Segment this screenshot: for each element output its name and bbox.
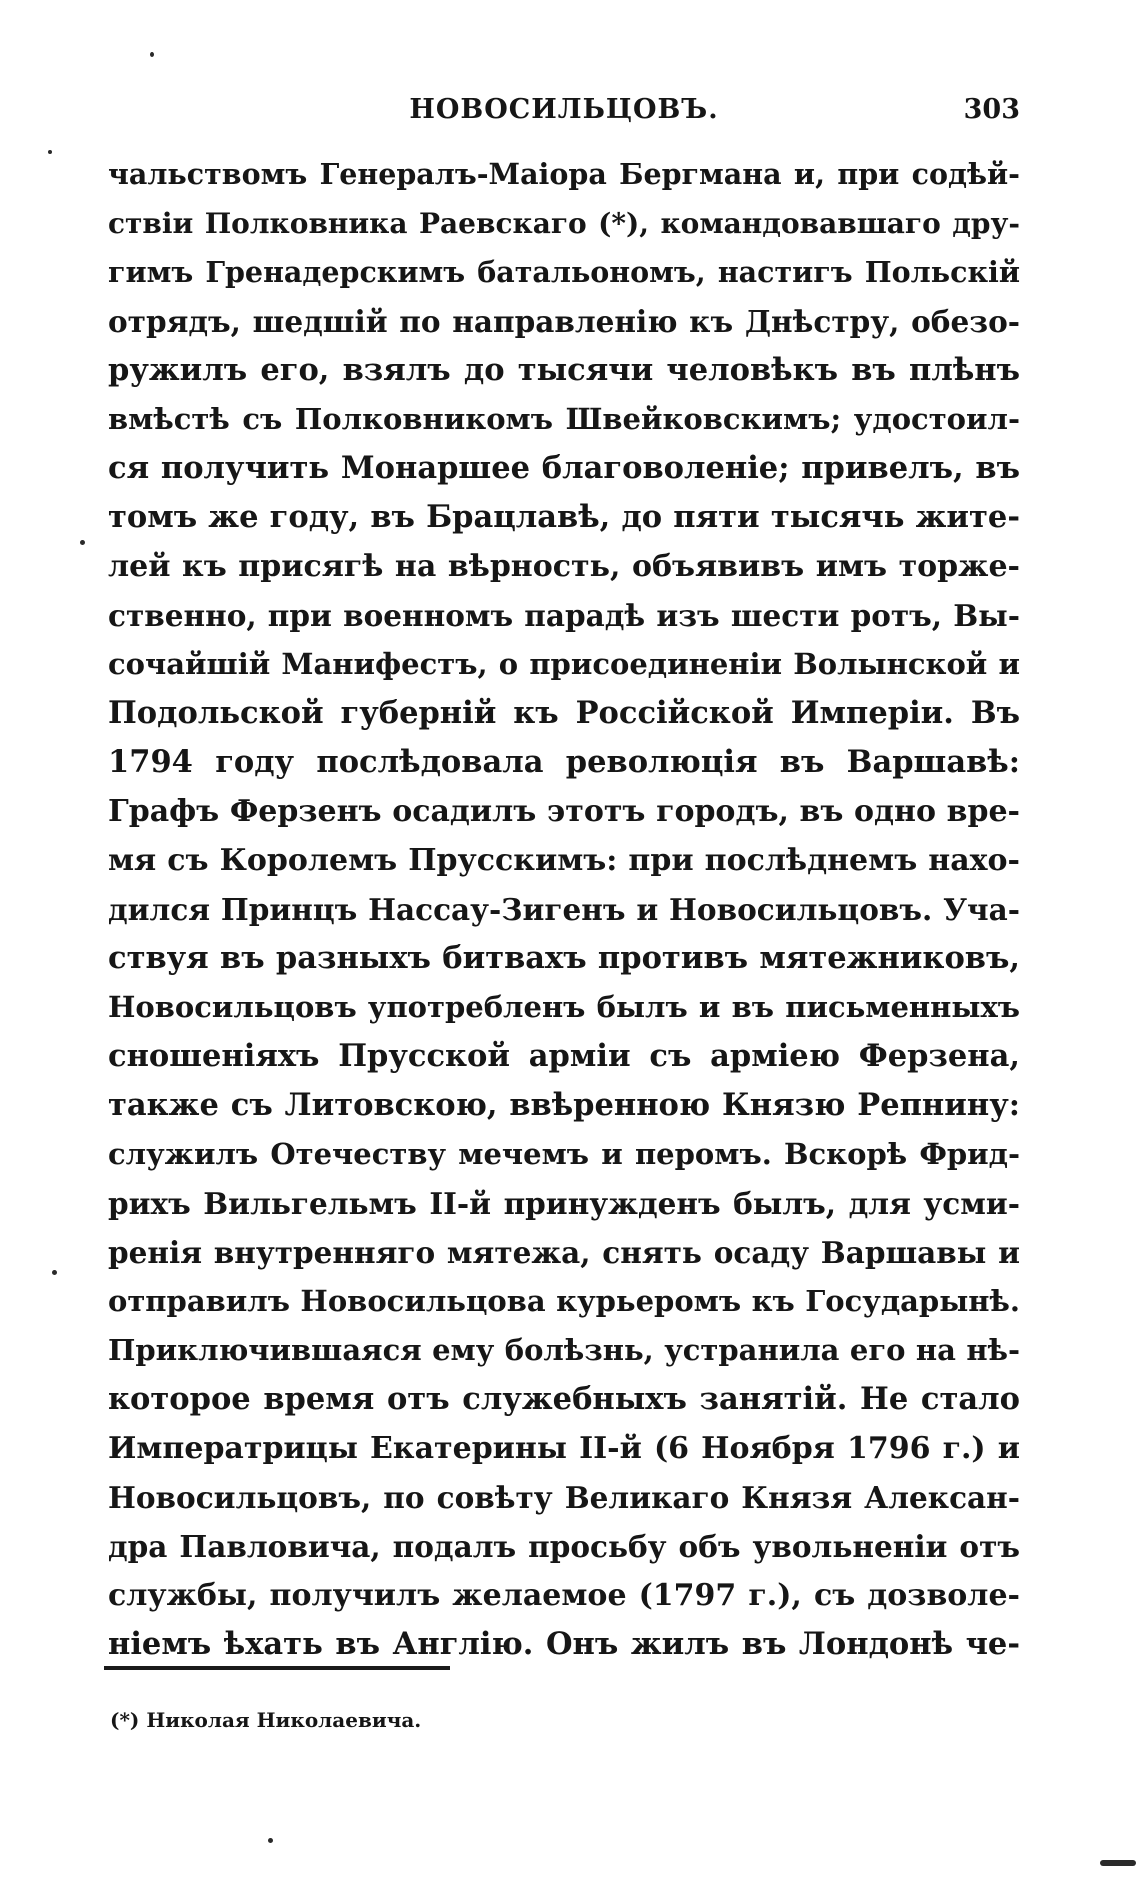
text-line: Подольской губерній къ Россійской Имперіи. Въ xyxy=(108,695,1020,731)
text-line: мя съ Королемъ Прусскимъ: при послѣднемъ нахо- xyxy=(108,843,1020,878)
text-line: ствуя въ разныхъ битвахъ противъ мятежниковъ, xyxy=(108,940,1020,976)
text-line: ствіи Полковника Раевскаго (*), командовавшаго дру- xyxy=(108,207,1020,240)
text-line: чальствомъ Генералъ-Маіора Бергмана и, при содѣй- xyxy=(108,157,1020,191)
text-line: ственно, при военномъ парадѣ изъ шести ротъ, Вы- xyxy=(108,598,1020,633)
text-line: службы, получилъ желаемое (1797 г.), съ дозволе- xyxy=(108,1578,1020,1613)
text-line: служилъ Отечеству мечемъ и перомъ. Вскорѣ Фрид- xyxy=(108,1137,1020,1171)
text-line: сношеніяхъ Прусской арміи съ арміею Ферзена, xyxy=(108,1038,1020,1074)
scan-speck xyxy=(52,1270,57,1275)
text-line: Новосильцовъ, по совѣту Великаго Князя Алексан- xyxy=(108,1480,1020,1515)
running-head xyxy=(108,94,1020,134)
scan-speck xyxy=(48,150,52,154)
text-line: Приключившаяся ему болѣзнь, устранила его на нѣ- xyxy=(108,1333,1020,1367)
footnote-divider xyxy=(104,1666,450,1670)
page-number: 303 xyxy=(963,94,1020,125)
text-line: которое время отъ служебныхъ занятій. Не стало xyxy=(108,1381,1020,1417)
scan-speck xyxy=(150,52,154,57)
scan-speck xyxy=(80,540,85,545)
text-line: лей къ присягѣ на вѣрность, объявивъ имъ торже- xyxy=(108,549,1020,584)
text-line: рихъ Вильгельмъ II-й принужденъ былъ, для усми- xyxy=(108,1186,1020,1221)
footnote: (*) Николая Николаевича. xyxy=(110,1708,422,1732)
scan-speck xyxy=(268,1838,273,1843)
text-line: дра Павловича, подалъ просьбу объ увольненіи отъ xyxy=(108,1529,1020,1564)
text-line: ніемъ ѣхать въ Англію. Онъ жилъ въ Лондонѣ че- xyxy=(108,1626,1020,1662)
body-text xyxy=(108,150,1020,1669)
text-line: сочайшій Манифестъ, о присоединеніи Волынской и xyxy=(108,647,1020,681)
text-line: томъ же году, въ Брацлавѣ, до пяти тысячь жите- xyxy=(108,499,1020,535)
page-title: НОВОСИЛЬЦОВЪ. xyxy=(409,94,719,125)
text-line: Новосильцовъ употребленъ былъ и въ письменныхъ xyxy=(108,990,1020,1024)
text-line: Императрицы Екатерины II-й (6 Ноября 1796 г.) и xyxy=(108,1431,1020,1466)
text-line: отрядъ, шедшій по направленію къ Днѣстру, обезо- xyxy=(108,304,1020,339)
text-line: также съ Литовскою, ввѣренною Князю Репнину: xyxy=(108,1087,1020,1123)
text-line: Графъ Ферзенъ осадилъ этотъ городъ, въ одно вре- xyxy=(108,794,1020,829)
text-line: отправилъ Новосильцова курьеромъ къ Государынѣ. xyxy=(108,1284,1020,1318)
text-line: 1794 году послѣдовала революція въ Варшавѣ: xyxy=(108,744,1020,780)
text-line: дился Принцъ Нассау-Зигенъ и Новосильцовъ. Уча- xyxy=(108,892,1020,927)
text-line: гимъ Гренадерскимъ батальономъ, настигъ Польскій xyxy=(108,255,1020,289)
text-line: ружилъ его, взялъ до тысячи человѣкъ въ плѣнъ xyxy=(108,352,1020,388)
text-line: вмѣстѣ съ Полковникомъ Швейковскимъ; удостоил- xyxy=(108,402,1020,436)
scan-speck xyxy=(1100,1860,1136,1866)
text-line: ренія внутренняго мятежа, снять осаду Варшавы и xyxy=(108,1235,1020,1270)
text-line: ся получить Монаршее благоволеніе; привелъ, въ xyxy=(108,450,1020,486)
